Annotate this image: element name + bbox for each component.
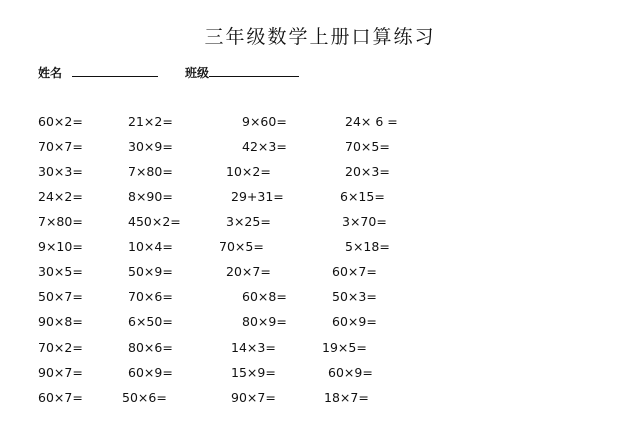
problem-r3-c4: 20×3= — [345, 164, 390, 179]
problem-r1-c3: 9×60= — [242, 114, 287, 129]
problem-r11-c4: 60×9= — [328, 365, 373, 380]
problem-r4-c1: 24×2= — [38, 189, 83, 204]
problem-r10-c3: 14×3= — [231, 340, 276, 355]
problem-r9-c4: 60×9= — [332, 314, 377, 329]
problem-r9-c1: 90×8= — [38, 314, 83, 329]
problem-r8-c4: 50×3= — [332, 289, 377, 304]
problem-r2-c4: 70×5= — [345, 139, 390, 154]
problem-r1-c4: 24× 6 = — [345, 114, 398, 129]
problem-r10-c2: 80×6= — [128, 340, 173, 355]
problem-r7-c2: 50×9= — [128, 264, 173, 279]
problem-r12-c2: 50×6= — [122, 390, 167, 405]
problem-r12-c1: 60×7= — [38, 390, 83, 405]
problem-r12-c4: 18×7= — [324, 390, 369, 405]
worksheet-title: 三年级数学上册口算练习 — [204, 26, 436, 48]
problem-r11-c2: 60×9= — [128, 365, 173, 380]
problem-r5-c2: 450×2= — [128, 214, 181, 229]
problem-r5-c3: 3×25= — [226, 214, 271, 229]
problem-r4-c2: 8×90= — [128, 189, 173, 204]
problem-r10-c4: 19×5= — [322, 340, 367, 355]
problem-r6-c4: 5×18= — [345, 239, 390, 254]
problem-r1-c1: 60×2= — [38, 114, 83, 129]
problem-r2-c2: 30×9= — [128, 139, 173, 154]
problem-r3-c1: 30×3= — [38, 164, 83, 179]
problem-r7-c1: 30×5= — [38, 264, 83, 279]
problem-r3-c3: 10×2= — [226, 164, 271, 179]
name-label: 姓名 — [38, 66, 63, 80]
problem-r8-c1: 50×7= — [38, 289, 83, 304]
problem-r8-c3: 60×8= — [242, 289, 287, 304]
problem-r7-c3: 20×7= — [226, 264, 271, 279]
problem-r4-c3: 29+31= — [231, 189, 284, 204]
problem-r3-c2: 7×80= — [128, 164, 173, 179]
problem-r10-c1: 70×2= — [38, 340, 83, 355]
problem-r4-c4: 6×15= — [340, 189, 385, 204]
problem-r2-c1: 70×7= — [38, 139, 83, 154]
problem-r6-c2: 10×4= — [128, 239, 173, 254]
problem-r9-c2: 6×50= — [128, 314, 173, 329]
problem-r7-c4: 60×7= — [332, 264, 377, 279]
problem-r2-c3: 42×3= — [242, 139, 287, 154]
problem-r11-c1: 90×7= — [38, 365, 83, 380]
problem-r11-c3: 15×9= — [231, 365, 276, 380]
problem-r5-c4: 3×70= — [342, 214, 387, 229]
problem-r1-c2: 21×2= — [128, 114, 173, 129]
problem-r9-c3: 80×9= — [242, 314, 287, 329]
problem-r6-c1: 9×10= — [38, 239, 83, 254]
problem-r6-c3: 70×5= — [219, 239, 264, 254]
problem-r5-c1: 7×80= — [38, 214, 83, 229]
problem-r12-c3: 90×7= — [231, 390, 276, 405]
class-label: 班级 — [185, 66, 210, 80]
problem-r8-c2: 70×6= — [128, 289, 173, 304]
